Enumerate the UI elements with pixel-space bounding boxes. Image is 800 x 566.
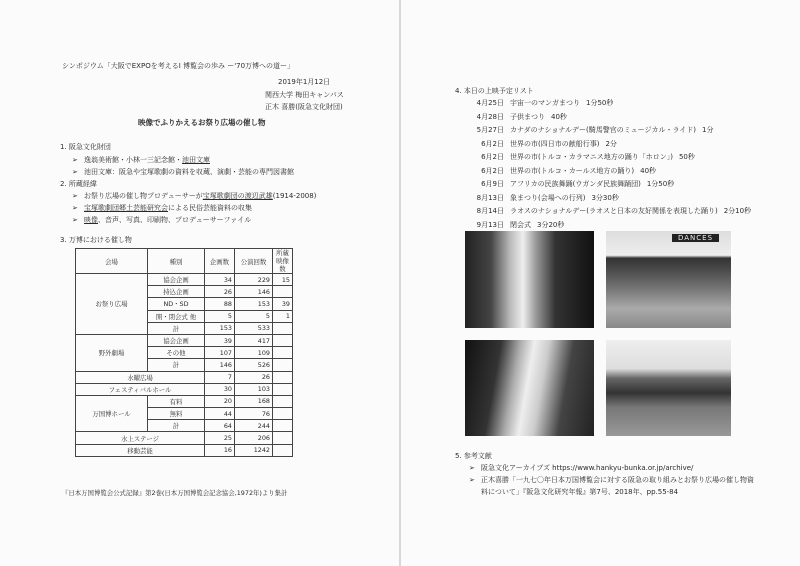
films-cell [273, 444, 293, 456]
item-link: 池田文庫 [182, 156, 210, 164]
table-row [76, 444, 293, 456]
plans-cell: 7 [205, 371, 235, 383]
screening-item [466, 140, 751, 154]
arrow-icon: ➢ [469, 476, 475, 484]
shows-cell: 229 [235, 274, 273, 286]
screening-date: 6月2日 [481, 153, 504, 161]
item-text: 、音声、写真、印刷物、プロデューサーファイル [98, 216, 252, 224]
table-source: 『日本万国博覧会公式記録』第2巻(日本万国博覧会記念協会,1972年)より集計 [62, 489, 288, 497]
shows-cell: 26 [235, 371, 273, 383]
arrow-icon: ➢ [72, 204, 78, 212]
type-cell: その他 [148, 347, 205, 359]
films-cell [273, 334, 293, 346]
section3-heading: 3. 万博における催し物 [60, 236, 132, 244]
plans-cell: 30 [205, 383, 235, 395]
table-header-cell: 種別 [148, 249, 205, 274]
type-cell: 計 [148, 322, 205, 334]
item-link: 宝塚歌劇団の渡辺武雄 [202, 192, 273, 200]
left-page [0, 0, 399, 566]
section5-heading: 5. 参考文献 [455, 452, 492, 460]
venue-cell: 水曜広場 [76, 371, 205, 383]
screening-date: 9月13日 [476, 220, 504, 229]
stage-sign: DANCES [672, 234, 719, 242]
type-cell: 協会企画 [148, 274, 205, 286]
type-cell: 有料 [148, 395, 205, 407]
photo-parade-street [465, 231, 594, 328]
shows-cell: 417 [235, 334, 273, 346]
films-cell: 15 [273, 274, 293, 286]
events-table [75, 248, 293, 457]
screening-length: 1分50秒 [586, 99, 614, 107]
screening-length: 1分 [702, 126, 714, 134]
type-cell: 開・閉会式 他 [148, 310, 205, 322]
screening-date: 4月28日 [476, 112, 504, 121]
plans-cell: 107 [205, 347, 235, 359]
photo-dance-stage [606, 231, 731, 328]
screening-title: 世界の市(四日市の献船行事) [510, 139, 600, 148]
section1-heading: 1. 阪急文化財団 [60, 143, 111, 151]
screening-title: カナダのナショナルデー(騎馬警官のミュージカル・ライド) [510, 126, 696, 134]
films-cell [273, 383, 293, 395]
screening-item [466, 180, 751, 194]
table-header-cell: 公演回数 [235, 249, 273, 274]
type-cell: 持込企画 [148, 286, 205, 298]
films-cell [273, 359, 293, 371]
section4-heading: 4. 本日の上映予定リスト [455, 87, 534, 95]
plans-cell: 20 [205, 395, 235, 407]
screening-list [466, 99, 751, 234]
shows-cell: 533 [235, 322, 273, 334]
section2-item [72, 192, 316, 201]
arrow-icon: ➢ [72, 216, 78, 224]
screening-length: 3分30秒 [591, 193, 619, 202]
films-cell [273, 432, 293, 444]
arrow-icon: ➢ [72, 168, 78, 176]
venue-cell: 野外劇場 [76, 334, 148, 371]
screening-title: 子供まつり [510, 112, 545, 121]
plans-cell: 153 [205, 322, 235, 334]
screening-length: 2分10秒 [723, 207, 752, 215]
films-cell: 1 [273, 310, 293, 322]
screening-title: 世界の市(トルコ・カラマニス地方の踊り「ホロン」) [510, 153, 673, 161]
item-text: (1914-2008) [272, 192, 317, 200]
table-header-cell: 企画数 [205, 249, 235, 274]
screening-item [466, 126, 751, 140]
shows-cell: 526 [235, 359, 273, 371]
plans-cell: 26 [205, 286, 235, 298]
plans-cell: 44 [205, 408, 235, 420]
arrow-icon: ➢ [72, 192, 78, 200]
shows-cell: 206 [235, 432, 273, 444]
venue-cell: 万国博ホール [76, 395, 148, 432]
screening-item [466, 207, 751, 221]
date-line: 2019年1月12日 [278, 78, 331, 86]
photo-procession [465, 340, 594, 436]
shows-cell: 103 [235, 383, 273, 395]
films-cell [273, 395, 293, 407]
shows-cell: 5 [235, 310, 273, 322]
section2-item [72, 204, 252, 213]
type-cell: ND・SD [148, 298, 205, 310]
table-row [76, 395, 293, 407]
films-cell [273, 322, 293, 334]
reference-text: 阪急文化アーカイブズ https://www.hankyu-bunka.or.jp/archive/ [481, 464, 694, 472]
screening-length: 50秒 [678, 153, 695, 161]
type-cell: 協会企画 [148, 334, 205, 346]
table-row [76, 432, 293, 444]
table-row [76, 383, 293, 395]
venue-line: 関西大学 梅田キャンパス [265, 91, 344, 99]
screening-date: 8月13日 [476, 193, 504, 202]
reference-text: 正木喜勝「一九七〇年日本万国博覧会に対する阪急の取り組みとお祭り広場の催し物資 [481, 476, 754, 484]
screening-date: 6月2日 [481, 166, 504, 175]
type-cell: 無料 [148, 408, 205, 420]
item-link: 宝塚歌劇団郷土芸能研究会 [84, 204, 168, 212]
shows-cell: 244 [235, 420, 273, 432]
reference-continuation: 料について」『阪急文化研究年報』第7号、2018年、pp.55-84 [481, 488, 679, 496]
table-header-cell: 会場 [76, 249, 148, 274]
films-cell [273, 347, 293, 359]
screening-item [466, 113, 751, 127]
item-text: お祭り広場の催し物プロデューサーが [84, 192, 203, 200]
main-title: 映像でふりかえるお祭り広場の催し物 [138, 118, 266, 127]
type-cell: 計 [148, 359, 205, 371]
plans-cell: 16 [205, 444, 235, 456]
screening-length: 40秒 [551, 112, 567, 121]
screening-title: 閉会式 [510, 220, 531, 229]
films-cell [273, 286, 293, 298]
plans-cell: 39 [205, 334, 235, 346]
shows-cell: 168 [235, 395, 273, 407]
shows-cell: 76 [235, 408, 273, 420]
section2-heading: 2. 所蔵経緯 [60, 180, 97, 188]
reference-item [469, 464, 693, 473]
screening-title: 世界の市(トルコ・カールス地方の踊り) [510, 166, 635, 175]
films-cell [273, 408, 293, 420]
reference-item [469, 476, 754, 485]
arrow-icon: ➢ [72, 156, 78, 164]
films-cell [273, 371, 293, 383]
films-cell: 39 [273, 298, 293, 310]
screening-item [466, 153, 751, 167]
item-text: 逸翁美術館・小林一三記念館・ [84, 156, 182, 164]
table-row [76, 371, 293, 383]
shows-cell: 1242 [235, 444, 273, 456]
screening-item [466, 99, 751, 113]
screening-length: 3分20秒 [537, 220, 565, 229]
screening-date: 6月2日 [481, 139, 504, 148]
venue-cell: フェスティバルホール [76, 383, 205, 395]
item-text: 池田文庫：阪急や宝塚歌劇の資料を収蔵、演劇・芸能の専門図書館 [84, 168, 294, 176]
screening-title: ラオスのナショナルデー(ラオスと日本の友好関係を表現した踊り) [510, 207, 718, 215]
section1-item [72, 168, 294, 177]
table-row [76, 334, 293, 346]
screening-length: 40秒 [640, 166, 657, 175]
screening-title: 象まつり(会場への行列) [510, 193, 586, 202]
shows-cell: 153 [235, 298, 273, 310]
shows-cell: 109 [235, 347, 273, 359]
venue-cell: お祭り広場 [76, 274, 148, 335]
section1-item [72, 156, 210, 165]
screening-item [466, 167, 751, 181]
screening-length: 2分 [605, 139, 617, 148]
shows-cell: 146 [235, 286, 273, 298]
section2-item [72, 216, 251, 225]
item-text: による民俗芸能資料の収集 [168, 204, 252, 212]
symposium-title: シンポジウム「大阪でEXPOを考えるI 博覧会の歩み ー'70万博への道ー」 [62, 62, 295, 70]
item-link: 映像 [84, 216, 98, 224]
table-header-row [76, 249, 293, 274]
plans-cell: 25 [205, 432, 235, 444]
screening-title: 宇宙一のマンガまつり [510, 99, 580, 107]
plans-cell: 88 [205, 298, 235, 310]
screening-date: 6月9日 [481, 180, 504, 188]
arrow-icon: ➢ [469, 464, 475, 472]
screening-title: アフリカの民族舞踊(ウガンダ民族舞踊団) [510, 180, 641, 188]
venue-cell: 水上ステージ [76, 432, 205, 444]
photo-plaza-crowd [606, 340, 731, 436]
screening-date: 5月27日 [476, 126, 504, 134]
screening-item [466, 194, 751, 208]
screening-date: 8月14日 [476, 207, 504, 215]
plans-cell: 34 [205, 274, 235, 286]
author-line: 正木 喜勝(阪急文化財団) [265, 103, 343, 111]
plans-cell: 5 [205, 310, 235, 322]
films-cell [273, 420, 293, 432]
screening-length: 1分50秒 [646, 180, 675, 188]
plans-cell: 146 [205, 359, 235, 371]
screening-date: 4月25日 [476, 99, 504, 107]
venue-cell: 移動芸能 [76, 444, 205, 456]
table-header-cell: 所蔵映像数 [273, 249, 293, 274]
table-row [76, 274, 293, 286]
type-cell: 計 [148, 420, 205, 432]
plans-cell: 64 [205, 420, 235, 432]
